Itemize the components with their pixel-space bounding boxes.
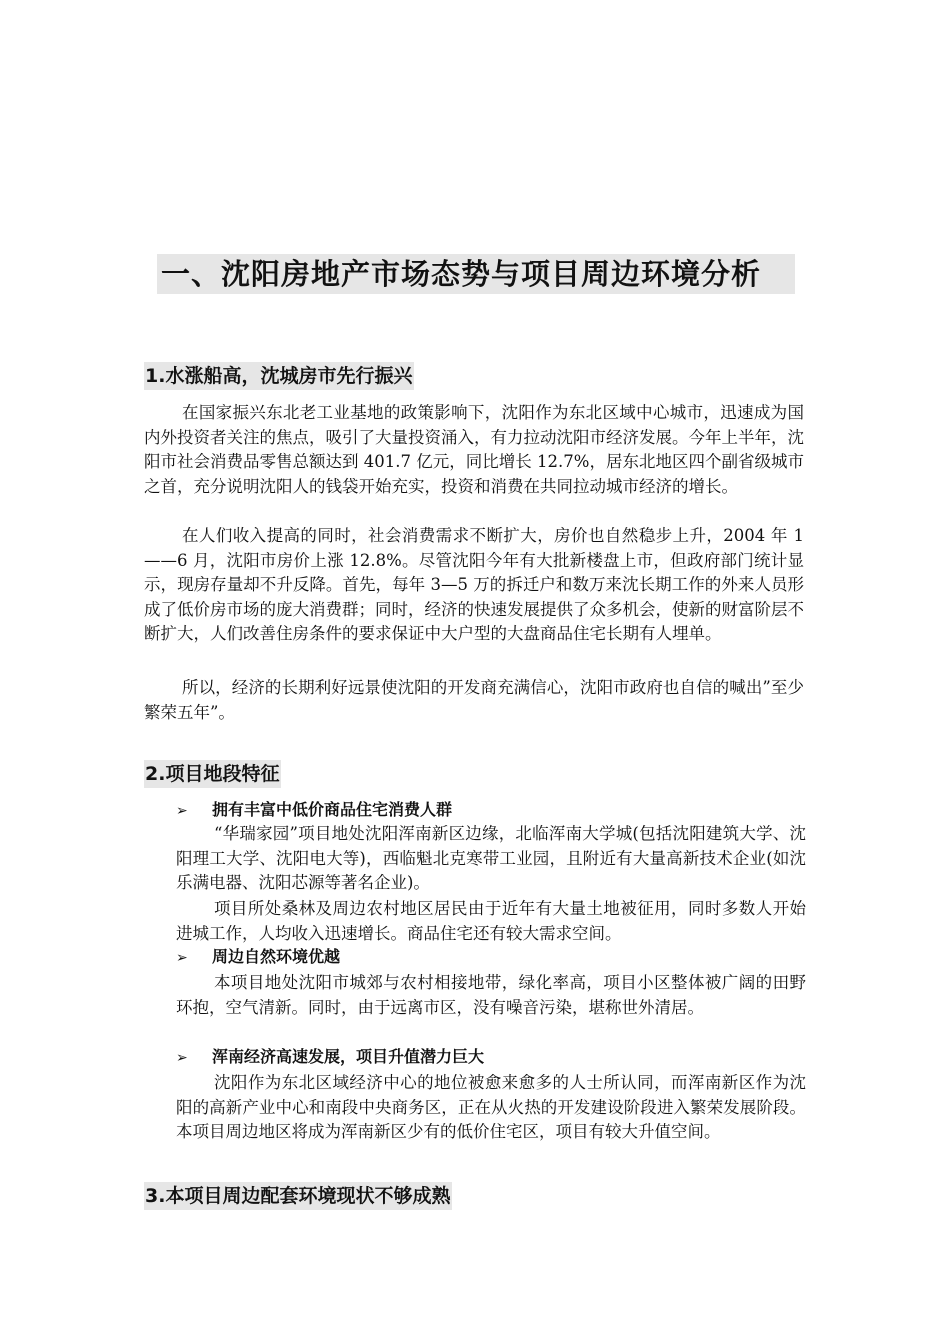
bullet-item-3 [176,1045,484,1069]
section-1-paragraph-3: 所以，经济的长期利好远景使沈阳的开发商充满信心，沈阳市政府也自信的喊出”至少繁荣五年”。 [144,678,804,722]
bullet-3-paragraph-1: 沈阳作为东北区域经济中心的地位被愈来愈多的人士所认同，而浑南新区作为沈阳的高新产业中心和南段中央商务区，正在从火热的开发建设阶段进入繁荣发展阶段。本项目周边地区将成为浑南新区少有的低价住宅区，项目有较大升值空间。 [176,1073,806,1141]
bullet-item-2 [176,945,340,969]
bullet-title: 拥有丰富中低价商品住宅消费人群 [212,800,453,819]
section-1-paragraph-1: 在国家振兴东北老工业基地的政策影响下，沈阳作为东北区域中心城市，迅速成为国内外投资者关注的焦点，吸引了大量投资涌入，有力拉动沈阳市经济发展。今年上半年，沈阳市社会消费品零售总额达到 401.7 亿元，同比增长 12.7%，居东北地区四个副省级城市之首，充分说明沈阳人的钱袋开始充实，投资和消费在共同拉动城市经济的增长。 [144,403,804,496]
bullet-title: 浑南经济高速发展，项目升值潜力巨大 [212,1047,485,1066]
section-2-heading: 2.项目地段特征 [144,760,281,788]
section-3-heading: 3.本项目周边配套环境现状不够成熟 [144,1182,452,1210]
page-title: 一、沈阳房地产市场态势与项目周边环境分析 [157,254,795,294]
bullet-1-paragraph-1: “华瑞家园”项目地处沈阳浑南新区边缘，北临浑南大学城(包括沈阳建筑大学、沈阳理工大学、沈阳电大等)，西临魁北克寒带工业园，且附近有大量高新技术企业(如沈乐满电器、沈阳芯源等著名企业)。 [176,824,806,892]
section-1-paragraph-2: 在人们收入提高的同时，社会消费需求不断扩大，房价也自然稳步上升，2004 年 1——6 月，沈阳市房价上涨 12.8%。尽管沈阳今年有大批新楼盘上市，但政府部门统计显示，现房存量却不升反降。首先，每年 3—5 万的拆迁户和数万来沈长期工作的外来人员形成了低价房市场的庞大消费群；同时，经济的快速发展提供了众多机会，使新的财富阶层不断扩大，人们改善住房条件的要求保证中大户型的大盘商品住宅长期有人埋单。 [144,526,804,643]
bullet-2-paragraph-1: 本项目地处沈阳市城郊与农村相接地带，绿化率高，项目小区整体被广阔的田野环抱，空气清新。同时，由于远离市区，没有噪音污染，堪称世外清居。 [176,973,806,1017]
bullet-item-1 [176,798,452,822]
arrow-bullet-icon: ➢ [176,1050,188,1066]
arrow-bullet-icon: ➢ [176,803,188,819]
arrow-bullet-icon: ➢ [176,950,188,966]
section-1-heading: 1.水涨船高，沈城房市先行振兴 [144,362,414,390]
bullet-title: 周边自然环境优越 [212,947,341,966]
bullet-1-paragraph-2: 项目所处桑林及周边农村地区居民由于近年有大量土地被征用，同时多数人开始进城工作，人均收入迅速增长。商品住宅还有较大需求空间。 [176,899,806,943]
